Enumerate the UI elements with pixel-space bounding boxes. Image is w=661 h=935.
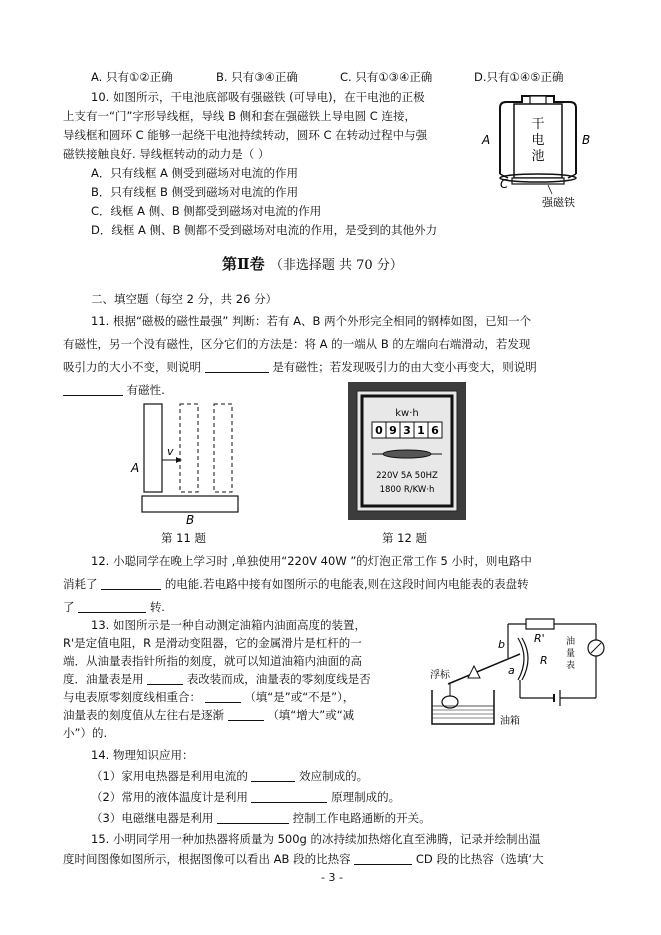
gauge-label-3: 表 [566, 661, 576, 671]
meter-spec-1: 220V 5A 50HZ [376, 471, 438, 481]
magnet-label: 强磁铁 [542, 196, 575, 209]
q14-line2 [91, 789, 400, 805]
q13-line6-pre: 油量表的刻度值从左往右是逐渐 [63, 708, 224, 722]
label-r-prime: R' [534, 632, 545, 645]
label-tank: 油箱 [500, 716, 520, 727]
q9-option-a: A. 只有①②正确 [91, 70, 173, 84]
q14-line3-pre: （3）电磁继电器是利用 [91, 811, 214, 825]
q14-blank-1[interactable] [251, 769, 295, 782]
meter-digit-3: 3 [403, 424, 411, 437]
q10-stem-line3: 导线框和圆环 C 能够一起绕干电池持续转动，圆环 C 在转动过程中与强 [63, 128, 428, 142]
q10-stem-line1: 10. 如图所示，干电池底部吸有强磁铁 (可导电)，在干电池的正极 [91, 90, 425, 104]
section-title-main: 第Ⅱ卷 [222, 255, 265, 273]
q14-line2-pre: （2）常用的液体温度计是利用 [91, 790, 248, 804]
q11-line1: 11. 根据“磁极的磁性最强” 判断：若有 A、B 两个外形完全相同的钢棒如图，已知一个 [91, 314, 532, 328]
q12-line2-pre: 消耗了 [63, 577, 98, 591]
q10-option-c: C．线框 A 侧、B 侧都受到磁场对电流的作用 [91, 204, 322, 218]
battery-char-2: 电 [531, 133, 545, 148]
q11-blank-1[interactable] [205, 360, 269, 373]
q11-line3 [63, 359, 537, 375]
q11-line3-post: 是有磁性；若发现吸引力的由大变小再变大，则说明 [272, 360, 537, 374]
q13-line4 [63, 671, 371, 687]
gauge-label-2: 量 [566, 649, 576, 659]
q12-caption: 第 12 题 [382, 531, 427, 545]
q13-blank-1[interactable] [147, 672, 183, 685]
q12-line3-post: 转. [149, 600, 165, 614]
q10-option-b: B．只有线框 B 侧受到磁场对电流的作用 [91, 185, 299, 199]
q11-line2: 有磁性，另一个没有磁性，区分它们的方法是：将 A 的一端从 B 的左端向右端滑动，若发现 [63, 337, 531, 351]
q13-line5-post: （填“是”或“不是”）， [244, 690, 355, 704]
q12-blank-2[interactable] [78, 600, 146, 613]
q11-blank-2[interactable] [63, 383, 123, 396]
q13-line7: 小”）的. [63, 726, 108, 740]
q15-line2 [63, 851, 544, 867]
battery-char-3: 池 [531, 149, 545, 164]
frame-label-a: A [482, 133, 491, 147]
q12-line2 [63, 576, 529, 592]
q10-option-a: A．只有线框 A 侧受到磁场对电流的作用 [91, 166, 299, 180]
q14-line1-pre: （1）家用电热器是利用电流的 [91, 769, 248, 783]
q12-line2-post: 的电能.若电路中接有如图所示的电能表,则在这段时间内电能表的表盘转 [164, 577, 529, 591]
q9-option-d: D.只有①④⑤正确 [474, 70, 564, 84]
q13-line5 [63, 689, 354, 705]
bar-label-v: v [167, 445, 174, 458]
q15-blank-1[interactable] [354, 852, 412, 865]
q10-stem-line4: 磁铁接触良好. 导线框转动的动力是（ ） [63, 147, 270, 161]
meter-digit-2: 9 [389, 424, 397, 437]
q13-line2: R'是定值电阻，R 是滑动变阻器，它的金属滑片是杠杆的一 [63, 636, 362, 650]
q12-line3-pre: 了 [63, 600, 75, 614]
q12-line3 [63, 599, 165, 615]
q10-option-d: D．线框 A 侧、B 侧都不受到磁场对电流的作用，是受到的其他外力 [91, 223, 438, 237]
q14-blank-2[interactable] [251, 790, 327, 803]
q14-blank-3[interactable] [217, 811, 289, 824]
q13-line4-post: 表改装而成，油量表的零刻度线是否 [186, 672, 371, 686]
label-float: 浮标 [430, 670, 450, 681]
bar-label-a: A [131, 461, 140, 475]
meter-unit: kw·h [395, 408, 419, 419]
q15-line1: 15. 小明同学用一种加热器将质量为 500g 的冰持续加热熔化直至沸腾，记录并绘制出温 [91, 832, 541, 846]
q11-bars-figure [128, 398, 248, 526]
gauge-label-1: 油 [566, 637, 576, 647]
q13-line6 [63, 707, 354, 723]
q11-line4-post: 有磁性. [126, 383, 165, 397]
q14-line3-post: 控制工作电路通断的开关。 [292, 811, 431, 825]
q9-option-b: B. 只有③④正确 [216, 70, 298, 84]
q15-line2-pre: 度时间图像如图所示，根据图像可以看出 AB 段的比热容 [63, 852, 351, 866]
q13-line3: 端．从油量表指针所指的刻度，就可以知道油箱内油面的高 [63, 654, 362, 668]
q13-line1: 13. 如图所示是一种自动测定油箱内油面高度的装置， [91, 618, 366, 632]
section-title [222, 256, 403, 274]
bar-label-b: B [186, 513, 195, 526]
ring-label-c: C [500, 177, 509, 191]
label-b: b [498, 638, 505, 651]
q13-fuel-gauge-figure [428, 612, 614, 736]
q14-line0: 14. 物理知识应用： [91, 748, 194, 762]
meter-digit-1: 0 [375, 424, 383, 437]
q12-line1: 12. 小聪同学在晚上学习时 ,单独使用“220V 40W ”的灯泡正常工作 5 小时，则电路中 [91, 554, 532, 568]
label-a: a [508, 664, 515, 677]
label-r: R [540, 654, 548, 667]
meter-spec-2: 1800 R/KW·h [379, 485, 435, 495]
meter-digit-5: 6 [431, 424, 439, 437]
q15-line2-post: CD 段的比热容（选填‘大 [415, 852, 544, 866]
q13-line4-pre: 度．油量表是用 [63, 672, 144, 686]
meter-digit-4: 1 [417, 424, 425, 437]
q10-stem-line2: 上支有一“门”字形导线框，导线 B 侧和套在强磁铁上导电圆 C 连接， [63, 109, 416, 123]
q11-line4 [63, 382, 165, 398]
q13-blank-3[interactable] [228, 708, 264, 721]
q9-option-c: C. 只有①③④正确 [340, 70, 433, 84]
q13-blank-2[interactable] [205, 690, 241, 703]
q10-battery-figure [478, 86, 598, 214]
q14-line1 [91, 768, 368, 784]
q12-meter-figure [348, 382, 466, 520]
page-number: - 3 - [321, 871, 343, 884]
q14-line2-post: 原理制成的。 [331, 790, 401, 804]
q11-line3-pre: 吸引力的大小不变，则说明 [63, 360, 201, 374]
part2-heading: 二、填空题（每空 2 分，共 26 分） [91, 292, 278, 306]
q14-line3 [91, 810, 431, 826]
q11-caption: 第 11 题 [161, 531, 206, 545]
q14-line1-post: 效应制成的。 [299, 769, 369, 783]
section-title-sub: （非选择题 共 70 分） [269, 258, 403, 273]
frame-label-b: B [582, 133, 591, 147]
q12-blank-1[interactable] [101, 577, 161, 590]
q13-line6-post: （填“增大”或“减 [267, 708, 355, 722]
battery-char-1: 干 [531, 117, 545, 132]
q13-line5-pre: 与电表原零刻度线相重合： [63, 690, 201, 704]
